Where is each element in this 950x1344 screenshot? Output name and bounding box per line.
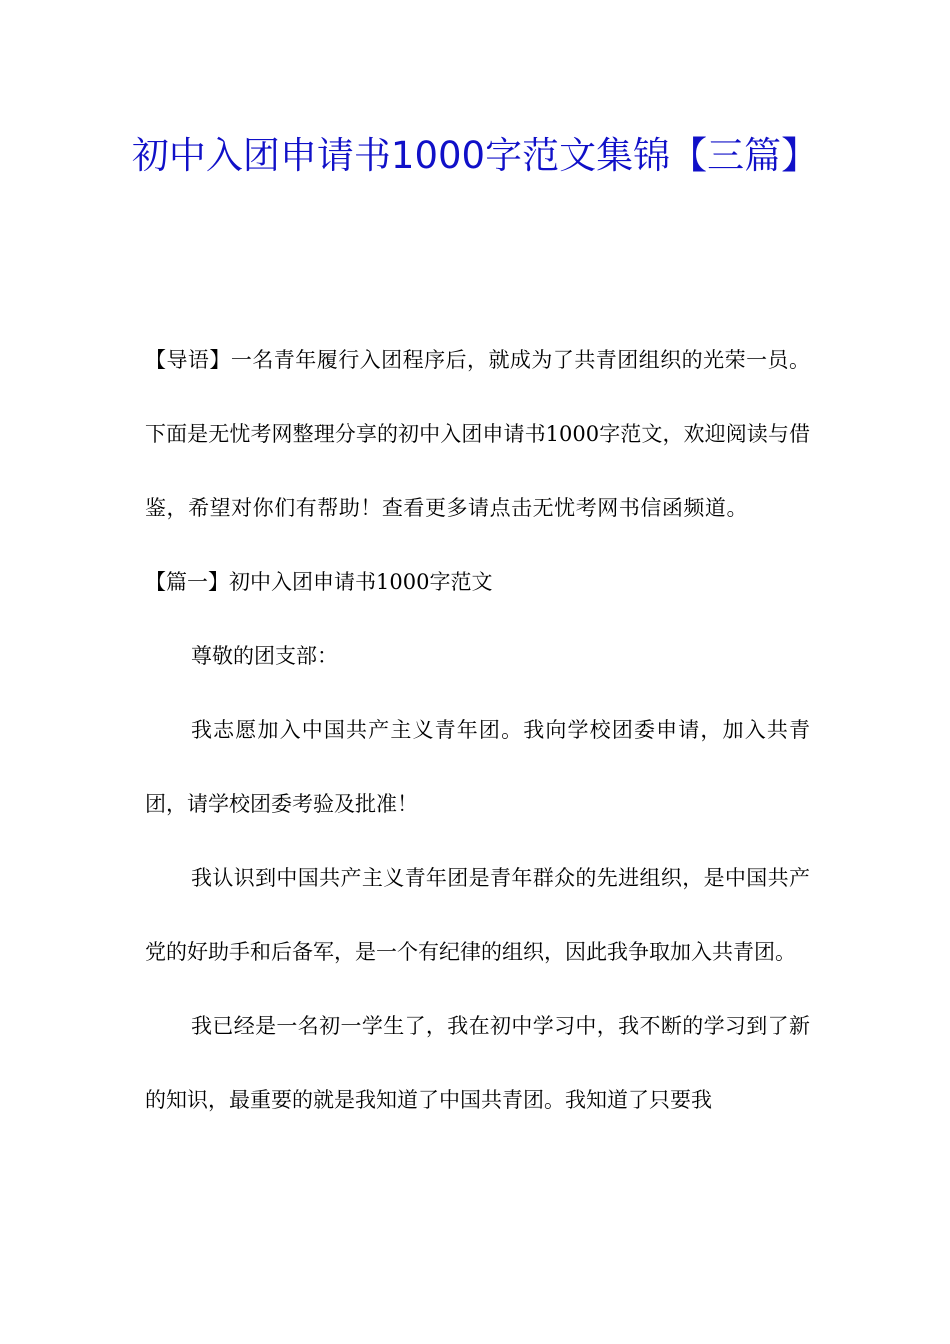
document-body	[145, 323, 810, 1137]
intro-paragraph	[145, 323, 810, 619]
salutation: 尊敬的团支部：	[191, 644, 338, 668]
section-heading: 【篇一】初中入团申请书1000字范文	[145, 570, 493, 594]
body-paragraph-2: 我认识到中国共产主义青年团是青年群众的先进组织，是中国共产党的好助手和后备军，是一个有纪律的组织，因此我争取加入共青团。	[145, 866, 810, 964]
intro-text: 【导语】一名青年履行入团程序后，就成为了共青团组织的光荣一员。下面是无忧考网整理分享的初中入团申请书1000字范文，欢迎阅读与借鉴，希望对你们有帮助！查看更多请点击无忧考网书信函频道。	[145, 348, 810, 520]
document-title: 初中入团申请书1000字范文集锦【三篇】	[131, 134, 819, 177]
body-paragraph-1: 我志愿加入中国共产主义青年团。我向学校团委申请，加入共青团，请学校团委考验及批准！	[145, 718, 810, 816]
body-paragraph-3: 我已经是一名初一学生了，我在初中学习中，我不断的学习到了新的知识，最重要的就是我知道了中国共青团。我知道了只要我	[145, 1014, 810, 1112]
